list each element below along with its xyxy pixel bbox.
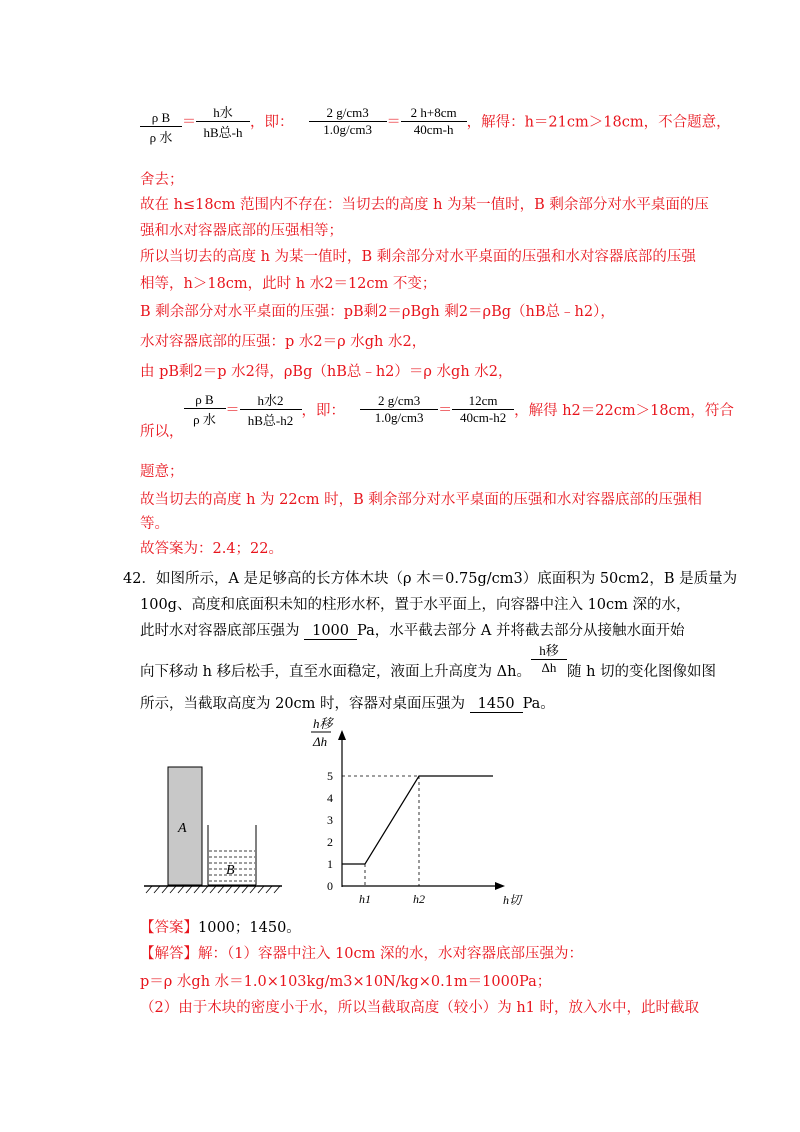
question-line: 向下移动 h 移后松手，直至水面稳定，液面上升高度为 Δh。 $\frac{\text{h移}}{\Delta h}$ 随 h 切的变化图像如图 [140,640,716,692]
text-line: 舍去； [140,172,184,188]
text-line: 由 pB剩2＝p 水2得，ρBg（hB总﹣h2）＝ρ 水gh 水2， [140,364,513,380]
text-line: B 剩余部分对水平桌面的压强：pB剩2＝ρBgh 剩2＝ρBg（hB总﹣h2）， [140,304,615,320]
formula-line-1: $\frac{\text{ρ B}}{\text{ρ 水}}$ ＝ $\frac{\text{h水}}{\text{hB总-h}}$ ，即： $\frac{2 g/cm3}{1.0g/cm3}$ ＝ $\frac{2 h+8cm}{40cm-h}$ ，解得：h＝21cm＞18cm，不合题意， [140,96,731,166]
y-tick: 4 [327,791,333,805]
text-line: 题意； [140,464,184,480]
formula-line-2: 所以， $\frac{\text{ρ B}}{\text{ρ 水}}$ ＝ $\frac{\text{h水2}}{\text{hB总-h2}}$ ，即： $\frac{2 g/cm3}{1.0g/cm3}$ ＝ $\frac{12cm}{40cm-h2}$ ，解得 h2＝22cm＞18cm，符合 [140,391,734,440]
text-line: 故在 h≤18cm 范围内不存在：当切去的高度 h 为某一值时，B 剩余部分对水平桌面的压 [140,197,709,213]
text-line: 水对容器底部的压强：p 水2＝ρ 水gh 水2， [140,334,427,350]
text-line: 等。 [140,516,169,532]
y-tick: 2 [327,835,333,849]
question-line: 所示，当截取高度为 20cm 时，容器对桌面压强为 1450 Pa。 [140,696,555,712]
y-axis-label-den: Δh [313,734,328,749]
y-axis-label-num: h移 [313,716,333,731]
y-tick: 3 [327,813,333,827]
answer-line: 【答案】1000；1450。 [140,920,301,936]
question-line: 此时水对容器底部压强为 1000 Pa，水平截去部分 A 并将截去部分从接触水面开始 [140,623,685,639]
question-line: 42．如图所示，A 是足够高的长方体木块（ρ 木＝0.75g/cm3）底面积为 50cm2，B 是质量为 [123,571,738,587]
x-tick: h1 [359,892,371,906]
text-line: 故答案为：2.4；22。 [140,541,284,557]
density-ratio: $\frac{2 g/cm3}{1.0g/cm3}$ [360,393,438,426]
x-axis-label: h切 [503,893,522,907]
analysis-tag: 【解答】 [140,946,198,962]
text-line: 故当切去的高度 h 为 22cm 时，B 剩余部分对水平桌面的压强和水对容器底部的压强相 [140,492,702,508]
rho-ratio: $\frac{\text{ρ B}}{\text{ρ 水}}$ [184,392,226,428]
question-line: 100g、高度和底面积未知的柱形水杯，置于水平面上，向容器中注入 10cm 深的水， [140,597,691,613]
height-ratio: $\frac{12cm}{40cm-h2}$ [452,393,514,426]
analysis-line: p＝ρ 水gh 水＝1.0×103kg/m3×10N/kg×0.1m＝1000Pa； [140,974,552,990]
rho-ratio: $\frac{\text{ρ B}}{\text{ρ 水}}$ [140,110,182,146]
text-line: 强和水对容器底部的压强相等； [140,223,343,239]
y-tick: 5 [327,769,333,783]
text-line: 相等，h＞18cm，此时 h 水2＝12cm 不变； [140,276,437,292]
label-b: B [226,863,235,878]
analysis-line: （2）由于木块的密度小于水，所以当截取高度（较小）为 h1 时，放入水中，此时截取 [140,1000,700,1016]
h-ratio: $\frac{\text{h水}}{\text{hB总-h}}$ [196,102,250,141]
y-tick: 0 [327,879,333,893]
graph-figure [305,712,535,912]
x-tick: h2 [413,892,425,906]
ground-hatch [146,886,280,893]
height-ratio: $\frac{2 h+8cm}{40cm-h}$ [401,105,467,138]
graph-line [342,776,493,864]
text-line: 所以当切去的高度 h 为某一值时，B 剩余部分对水平桌面的压强和水对容器底部的压强 [140,249,696,265]
answer-tag: 【答案】 [140,920,198,936]
answer-blank-2: 1450 [470,696,523,713]
answer-blank-1: 1000 [304,623,357,640]
label-a: A [178,821,187,836]
density-ratio: $\frac{2 g/cm3}{1.0g/cm3}$ [309,105,387,138]
ratio-fraction: $\frac{\text{h移}}{\Delta h}$ [531,640,567,676]
y-tick: 1 [327,857,333,871]
analysis-line: 【解答】解：（1）容器中注入 10cm 深的水，水对容器底部压强为： [140,946,584,962]
h-ratio: $\frac{\text{h水2}}{\text{hB总-h2}}$ [240,390,302,429]
apparatus-figure [140,755,300,900]
